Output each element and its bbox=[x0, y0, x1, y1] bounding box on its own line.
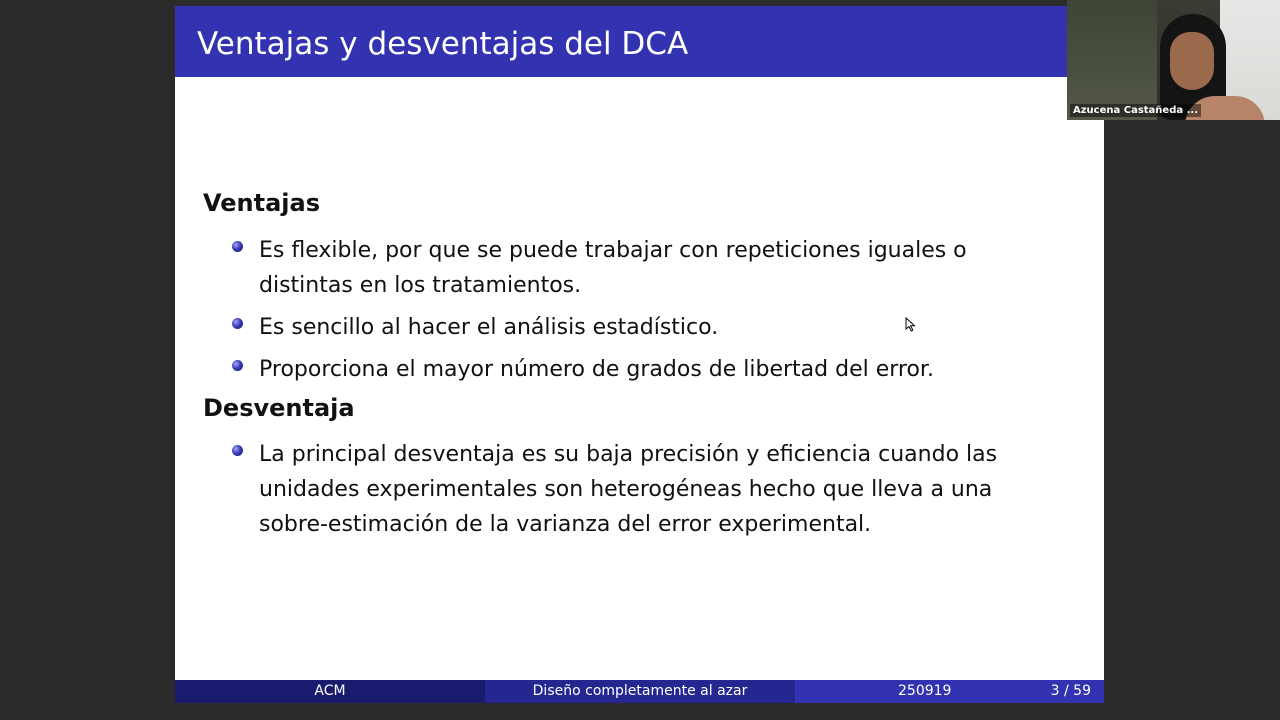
presentation-slide bbox=[175, 6, 1104, 703]
slide-title: Ventajas y desventajas del DCA bbox=[197, 26, 689, 62]
bullet-ball-icon bbox=[232, 318, 243, 329]
video-background-curtain bbox=[1067, 0, 1157, 120]
bullet-ball-icon bbox=[232, 445, 243, 456]
participant-name-label: Azucena Castañeda ... bbox=[1070, 104, 1201, 117]
footer-right-section bbox=[795, 680, 1104, 703]
footer-page-number: 3 / 59 bbox=[1050, 683, 1091, 699]
participant-face bbox=[1170, 32, 1214, 90]
bullet-text: Proporciona el mayor número de grados de libertad del error. bbox=[259, 357, 934, 382]
section-heading-desventaja: Desventaja bbox=[203, 394, 355, 422]
bullet-text: Es flexible, por que se puede trabajar con repeticiones iguales o distintas en los tratamientos. bbox=[259, 238, 967, 298]
footer-talk-title: Diseño completamente al azar bbox=[485, 680, 795, 703]
section-heading-ventajas: Ventajas bbox=[203, 189, 320, 217]
bullet-ball-icon bbox=[232, 241, 243, 252]
footer-author: ACM bbox=[175, 680, 485, 703]
slide-footer bbox=[175, 680, 1104, 703]
footer-date: 250919 bbox=[898, 683, 952, 699]
slide-title-bar bbox=[175, 6, 1104, 77]
participant-video-tile[interactable] bbox=[1067, 0, 1280, 120]
bullet-text: La principal desventaja es su baja precisión y eficiencia cuando las unidades experimentales son heterogéneas hecho que lleva a una sobre-estimación de la varianza del error experimental. bbox=[259, 442, 998, 537]
bullet-ball-icon bbox=[232, 360, 243, 371]
bullet-text: Es sencillo al hacer el análisis estadístico. bbox=[259, 315, 719, 340]
mouse-pointer-icon bbox=[905, 317, 917, 333]
video-panel-background bbox=[1104, 120, 1280, 720]
